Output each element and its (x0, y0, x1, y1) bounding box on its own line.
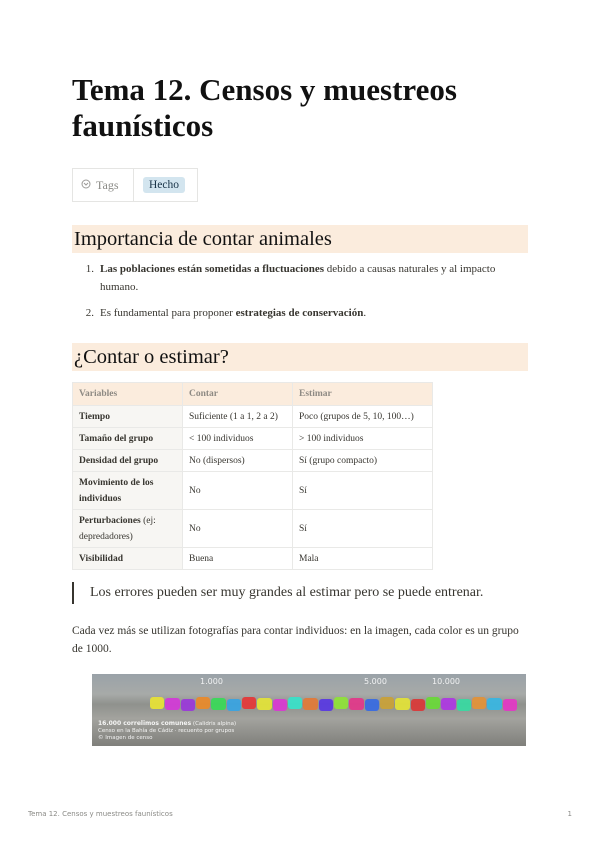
cell-contar: < 100 individuos (183, 428, 293, 450)
section-heading-importancia: Importancia de contar animales (72, 225, 528, 253)
row-variable: Densidad del grupo (73, 450, 183, 472)
properties-table (72, 168, 198, 202)
caption-line: Censo en la Bahía de Cádiz · recuento por grupos (98, 728, 235, 734)
cell-contar: No (183, 472, 293, 510)
row-variable: Movimiento de los individuos (73, 472, 183, 510)
row-variable: Tiempo (73, 406, 183, 428)
caption-bold: 16.000 correlimos comunes (98, 720, 192, 727)
tag-badge[interactable]: Hecho (143, 177, 185, 193)
color-group-band (319, 699, 333, 711)
color-group-band (273, 699, 287, 711)
color-group-band (472, 697, 486, 709)
list-number: 2. (85, 307, 94, 319)
tags-property-label (73, 169, 134, 201)
color-group-band (411, 699, 425, 711)
footer-title: Tema 12. Censos y muestreos faunísticos (28, 810, 173, 818)
table-row (73, 510, 433, 548)
page-footer (28, 810, 572, 818)
row-variable: Tamaño del grupo (73, 428, 183, 450)
color-group-band (349, 698, 363, 710)
body-paragraph: Cada vez más se utilizan fotografías para contar individuos: en la imagen, cada color es un grupo de 1000. (72, 625, 519, 655)
table-row (73, 428, 433, 450)
blockquote: Los errores pueden ser muy grandes al estimar pero se puede entrenar. (72, 582, 528, 604)
list-item-bold: Las poblaciones están sometidas a fluctuaciones (100, 263, 324, 275)
color-group-band (181, 699, 195, 711)
color-group-band (227, 699, 241, 711)
cell-estimar: Sí (293, 510, 433, 548)
cell-estimar: Mala (293, 548, 433, 570)
color-group-band (196, 697, 210, 709)
comparison-table (72, 382, 433, 570)
cell-contar: Suficiente (1 a 1, 2 a 2) (183, 406, 293, 428)
page-number: 1 (567, 810, 572, 818)
table-row (73, 472, 433, 510)
cell-contar: Buena (183, 548, 293, 570)
photo-caption (98, 720, 236, 742)
column-header: Variables (73, 383, 183, 406)
list-number: 1. (85, 263, 94, 275)
table-row (73, 450, 433, 472)
color-group-band (503, 699, 517, 711)
table-row (73, 406, 433, 428)
list-item (72, 260, 512, 296)
list-item (72, 304, 512, 322)
color-group-band (257, 698, 271, 710)
color-group-band (365, 699, 379, 711)
color-group-band (395, 698, 409, 710)
color-group-band (457, 699, 471, 711)
photo-count-label: 5.000 (364, 677, 387, 686)
column-header: Estimar (293, 383, 433, 406)
caption-text: (Calidris alpina) (192, 721, 237, 727)
photo-count-label: 1.000 (200, 677, 223, 686)
list-item-bold: estrategias de conservación (235, 307, 364, 319)
cell-estimar: Sí (grupo compacto) (293, 450, 433, 472)
list-item-text: . (363, 307, 367, 319)
list-item-text: Es fundamental para proponer (100, 307, 236, 319)
cell-contar: No (dispersos) (183, 450, 293, 472)
photo-count-label: 10.000 (432, 677, 460, 686)
page-title: Tema 12. Censos y muestreos faunísticos (72, 72, 457, 143)
cell-estimar: Poco (grupos de 5, 10, 100…) (293, 406, 433, 428)
table-header-row (73, 383, 433, 406)
color-group-band (380, 697, 394, 709)
color-group-band (288, 697, 302, 709)
table-row (73, 548, 433, 570)
flock-count-photo (92, 674, 526, 746)
color-group-band (441, 698, 455, 710)
row-variable-note: (ej: depredadores) (79, 515, 156, 542)
importance-list (72, 260, 512, 330)
color-group-band (242, 697, 256, 709)
color-group-band (165, 698, 179, 710)
list-item-text: debido a causas naturales y al impacto humano. (100, 263, 496, 293)
section-heading-contar-estimar: ¿Contar o estimar? (72, 343, 528, 371)
cell-estimar: Sí (293, 472, 433, 510)
row-variable: Visibilidad (73, 548, 183, 570)
color-group-band (426, 697, 440, 709)
caption-line: © Imagen de censo (98, 735, 153, 741)
color-group-band (334, 697, 348, 709)
cell-contar: No (183, 510, 293, 548)
color-group-band (150, 697, 164, 709)
column-header: Contar (183, 383, 293, 406)
color-group-band (211, 698, 225, 710)
tags-label: Tags (96, 177, 119, 192)
tags-icon (81, 178, 91, 192)
tags-value[interactable] (134, 169, 197, 201)
cell-estimar: > 100 individuos (293, 428, 433, 450)
color-group-band (303, 698, 317, 710)
row-variable-cell (73, 510, 183, 548)
row-variable: Perturbaciones (79, 515, 141, 526)
color-group-band (487, 698, 501, 710)
